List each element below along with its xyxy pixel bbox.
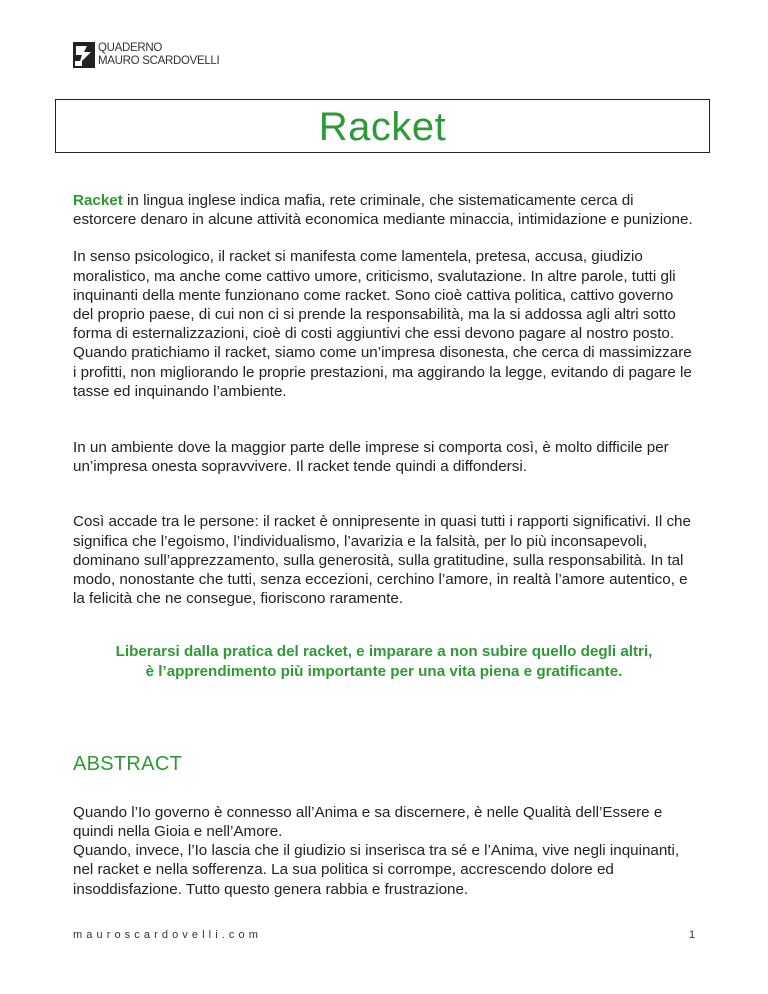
page-number: 1 (689, 929, 696, 941)
abstract-body (73, 803, 695, 899)
key-message-line-2: è l’apprendimento più importante per una vita piena e gratificante. (145, 662, 623, 680)
paragraph-2: In senso psicologico, il racket si manifesta come lamentela, pretesa, accusa, giudizio moralistico, ma anche come cattivo umore, criticismo, svalutazione. In altre parole, tutti gli inquinanti della mente funzionano come racket. Sono cioè cattiva politica, cattivo governo del proprio paese, di cui non ci si prende la responsabilità, ma la si addossa agli altri sotto forma di esternalizzazioni, cioè di costi aggiuntivi che essi devono pagare al nostro posto. Quando pratichiamo il racket, siamo come un’impresa disonesta, che cerca di massimizzare i profitti, non migliorando le proprie prestazioni, ma aggirando la legge, evitando di pagare le tasse ed inquinando l’ambiente. (73, 248, 692, 400)
footer-url: mauroscardovelli.com (73, 929, 262, 941)
page-title: Racket (318, 105, 447, 149)
title-box (55, 99, 710, 153)
abstract-line-2: Quando, invece, l’Io lascia che il giudizio si inserisca tra sé e l’Anima, vive negli inquinanti, nel racket e nella sofferenza. La sua politica si corrompe, accrescendo dolore ed insoddisfazione. Tutto questo genera rabbia e frustrazione. (73, 842, 680, 898)
logo-mark-icon (73, 42, 95, 68)
logo-text (98, 42, 219, 68)
racket-term: Racket (73, 192, 123, 209)
logo-line-2: MAURO SCARDOVELLI (98, 55, 220, 67)
paragraph-4: Così accade tra le persone: il racket è onnipresente in quasi tutti i rapporti significativi. Il che significa che l’egoismo, l’individualismo, l’avarizia e la falsità, per lo più inconsapevoli, dominano sull’apprezzamento, sulla generosità, sulla gratitudine, sulla responsabilità. In tal modo, nonostante che tutti, senza eccezioni, cerchino l’amore, in realtà l’amore autentico, e la felicità che ne consegue, fioriscono raramente. (73, 513, 691, 608)
paragraph-1-text: in lingua inglese indica mafia, rete criminale, che sistematicamente cerca di estorcere denaro in alcune attività economica mediante minaccia, intimidazione e punizione. (73, 192, 693, 229)
abstract-heading: ABSTRACT (73, 752, 183, 775)
paragraph-1 (73, 191, 695, 229)
key-message-line-1: Liberarsi dalla pratica del racket, e imparare a non subire quello degli altri, (115, 643, 653, 661)
paragraph-3: In un ambiente dove la maggior parte delle imprese si comporta così, è molto difficile per un’impresa onesta sopravvivere. Il racket tende quindi a diffondersi. (73, 439, 669, 476)
logo (73, 42, 219, 68)
logo-line-1: QUADERNO (98, 42, 163, 54)
document-body (73, 191, 695, 899)
key-message (73, 642, 695, 680)
abstract-line-1: Quando l’Io governo è connesso all’Anima e sa discernere, è nelle Qualità dell’Essere e quindi nella Gioia e nell’Amore. (73, 803, 663, 841)
